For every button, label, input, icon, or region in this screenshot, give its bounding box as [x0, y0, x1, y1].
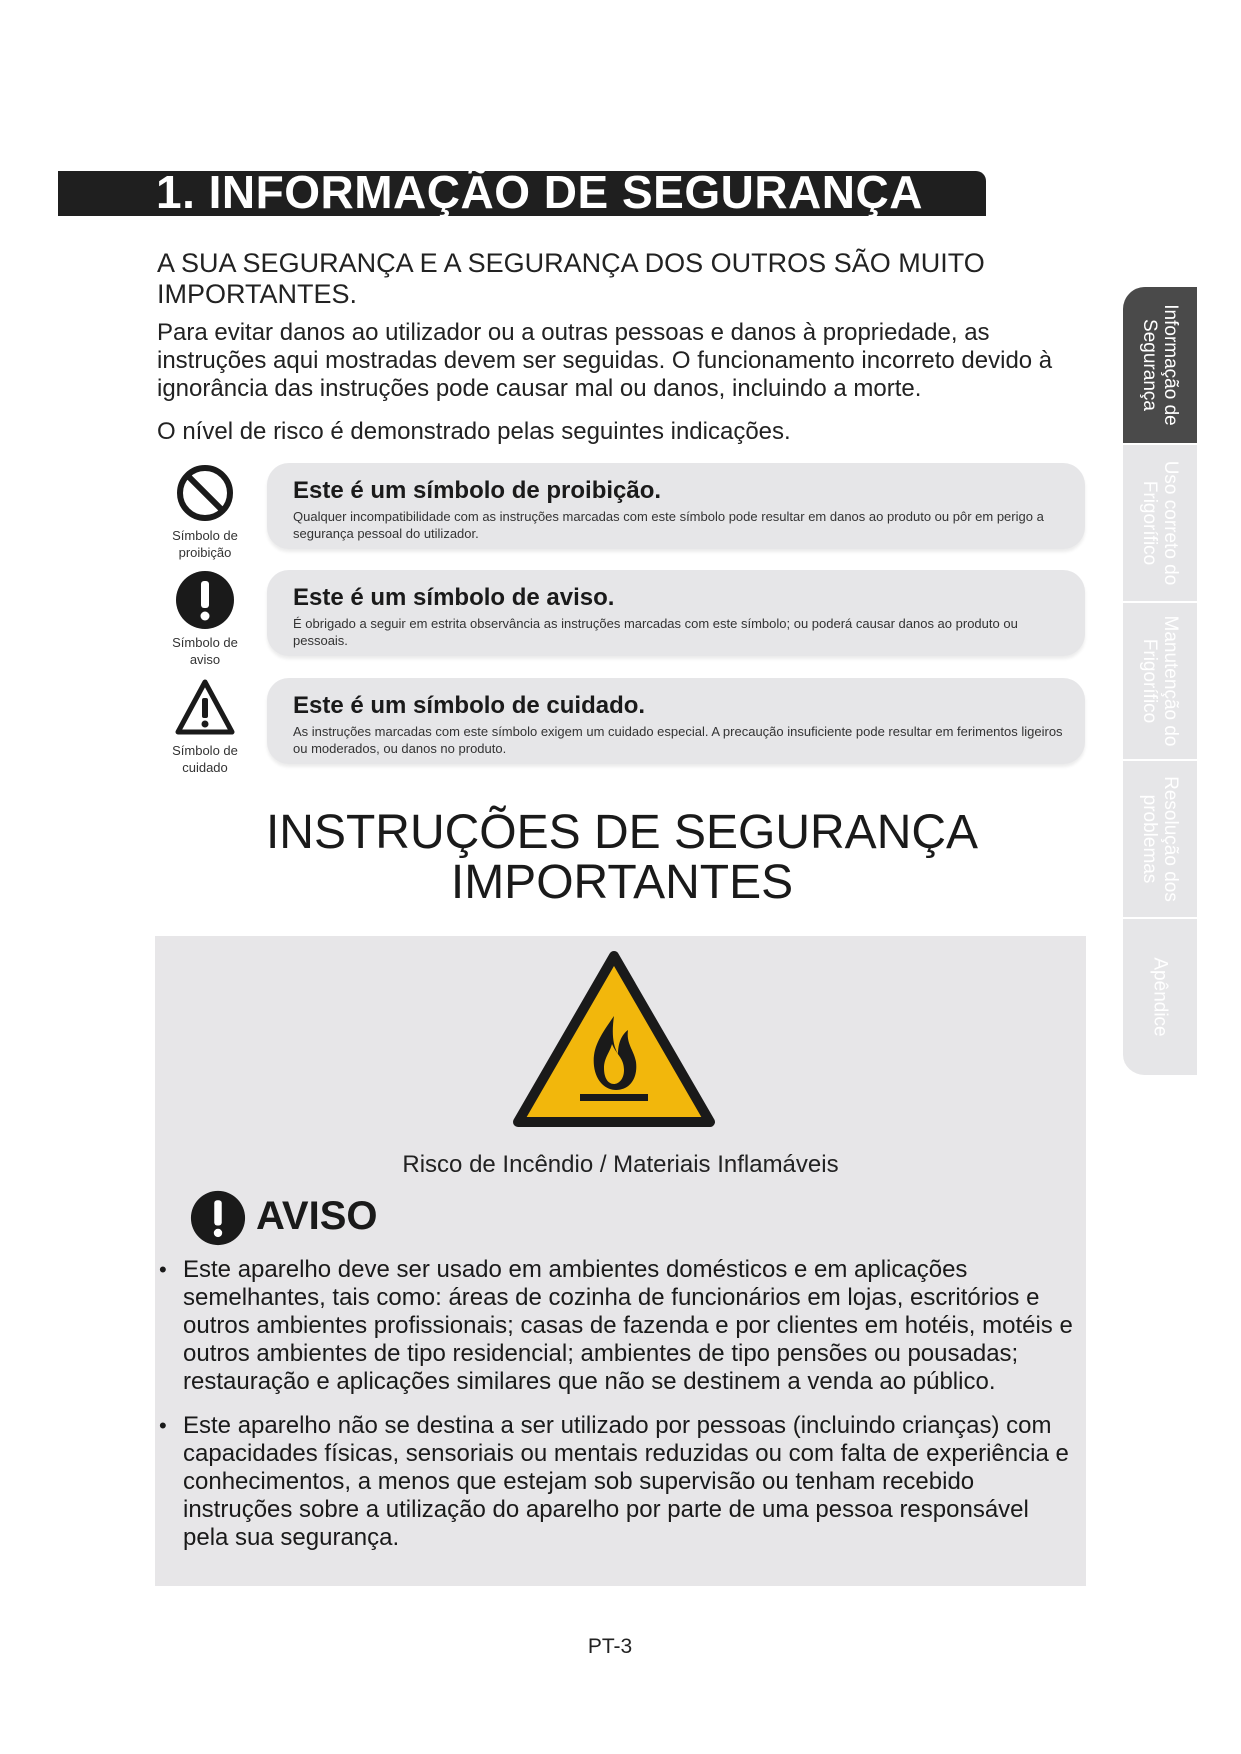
- intro-heading: A SUA SEGURANÇA E A SEGURANÇA DOS OUTROS SÃO MUITO IMPORTANTES.: [157, 248, 985, 309]
- tab-label: [1139, 304, 1181, 425]
- warning-bullet-list: [155, 1256, 1086, 1568]
- symbol-box: [267, 463, 1085, 549]
- tab-label-line: Frigorífico: [1139, 480, 1160, 566]
- aviso-label: AVISO: [256, 1194, 378, 1238]
- caution-icon: [175, 678, 235, 738]
- bullet-text: • Este aparelho não se destina a ser utilizado por pessoas (incluindo crianças) com capacidades físicas, sensoriais ou mentais reduzidas ou com falta de experiência e conhecimentos, a menos que estejam sob supervisão ou tenham recebido instruções sobre a utilização do aparelho por parte de uma pessoa responsável pela sua segurança.: [183, 1412, 1069, 1551]
- tab-maintenance[interactable]: [1123, 603, 1197, 761]
- symbol-box: [267, 570, 1085, 656]
- tab-label-line: Uso correto do: [1160, 460, 1181, 586]
- tab-label-line: Resolução dos: [1160, 776, 1181, 902]
- symbol-row-prohibition: [157, 463, 1087, 563]
- important-instructions-heading: [157, 808, 1087, 908]
- warning-icon: [190, 1190, 246, 1246]
- symbol-row-caution: [157, 678, 1087, 778]
- tab-label-line: Manutenção do: [1160, 615, 1181, 747]
- tab-label-line: Segurança: [1139, 319, 1160, 411]
- hazard-caption: Risco de Incêndio / Materiais Inflamáveis: [402, 1151, 839, 1178]
- tab-label-line: problemas: [1139, 794, 1160, 884]
- list-item: [155, 1412, 1086, 1552]
- tab-label-line: Frigorífico: [1139, 638, 1160, 724]
- tab-appendix[interactable]: [1123, 919, 1197, 1077]
- symbol-caption: Símbolo de cuidado: [172, 743, 238, 775]
- tab-correct-use[interactable]: [1123, 445, 1197, 603]
- tab-label-line: Apêndice: [1149, 957, 1171, 1037]
- symbol-description: Qualquer incompatibilidade com as instruções marcadas com este símbolo pode resultar em danos ao produto ou pôr em perigo a segurança pessoal do utilizador.: [293, 509, 1044, 541]
- risk-level-text: O nível de risco é demonstrado pelas seguintes indicações.: [157, 418, 791, 445]
- symbol-title: Este é um símbolo de proibição.: [293, 477, 662, 504]
- symbol-title: Este é um símbolo de aviso.: [293, 584, 615, 611]
- warning-panel: [155, 936, 1086, 1586]
- warning-icon: [175, 570, 235, 630]
- side-tab-navigation: [1123, 287, 1197, 1077]
- symbol-description: As instruções marcadas com este símbolo exigem um cuidado especial. A precaução insuficiente pode resultar em ferimentos ligeiros ou moderados, ou danos no produto.: [293, 724, 1063, 756]
- symbol-caption: Símbolo de aviso: [172, 635, 238, 667]
- symbol-caption: Símbolo de proibição: [172, 528, 238, 560]
- flammable-hazard-icon: [512, 950, 716, 1132]
- bullet-text: • Este aparelho deve ser usado em ambientes domésticos e em aplicações semelhantes, tais como: áreas de cozinha de funcionários em lojas, escritórios e outros ambientes profissionais; casas de fazenda e por clientes em hotéis, motéis e outros ambientes de tipo residencial; ambientes de tipo pensões ou pousadas; restauração e aplicações similares que não se destinem a venda ao público.: [183, 1256, 1073, 1395]
- symbol-row-warning: [157, 570, 1087, 670]
- tab-label: [1139, 776, 1181, 902]
- heading-line: INSTRUÇÕES DE SEGURANÇA: [265, 806, 979, 859]
- page-number: PT-3: [587, 1635, 633, 1658]
- tab-label: [1150, 957, 1171, 1036]
- symbol-title: Este é um símbolo de cuidado.: [293, 692, 646, 719]
- intro-body: Para evitar danos ao utilizador ou a outras pessoas e danos à propriedade, as instruções aqui mostradas devem ser seguidas. O funcionamento incorreto devido à ignorância das instruções pode causar mal ou danos, incluindo a morte.: [157, 319, 1053, 402]
- tab-label: [1139, 461, 1181, 586]
- tab-safety-information[interactable]: [1123, 287, 1197, 445]
- heading-line: IMPORTANTES: [450, 856, 794, 909]
- tab-label-line: Informação de: [1160, 304, 1181, 426]
- section-title: 1. INFORMAÇÃO DE SEGURANÇA: [156, 166, 923, 218]
- tab-label: [1139, 616, 1181, 747]
- list-item: [155, 1256, 1086, 1396]
- tab-troubleshooting[interactable]: [1123, 761, 1197, 919]
- symbol-box: [267, 678, 1085, 764]
- section-title-bar: [58, 166, 986, 218]
- symbol-description: É obrigado a seguir em estrita observância as instruções marcadas com este símbolo; ou poderá causar danos ao produto ou pessoais.: [293, 616, 1018, 648]
- prohibition-icon: [175, 463, 235, 523]
